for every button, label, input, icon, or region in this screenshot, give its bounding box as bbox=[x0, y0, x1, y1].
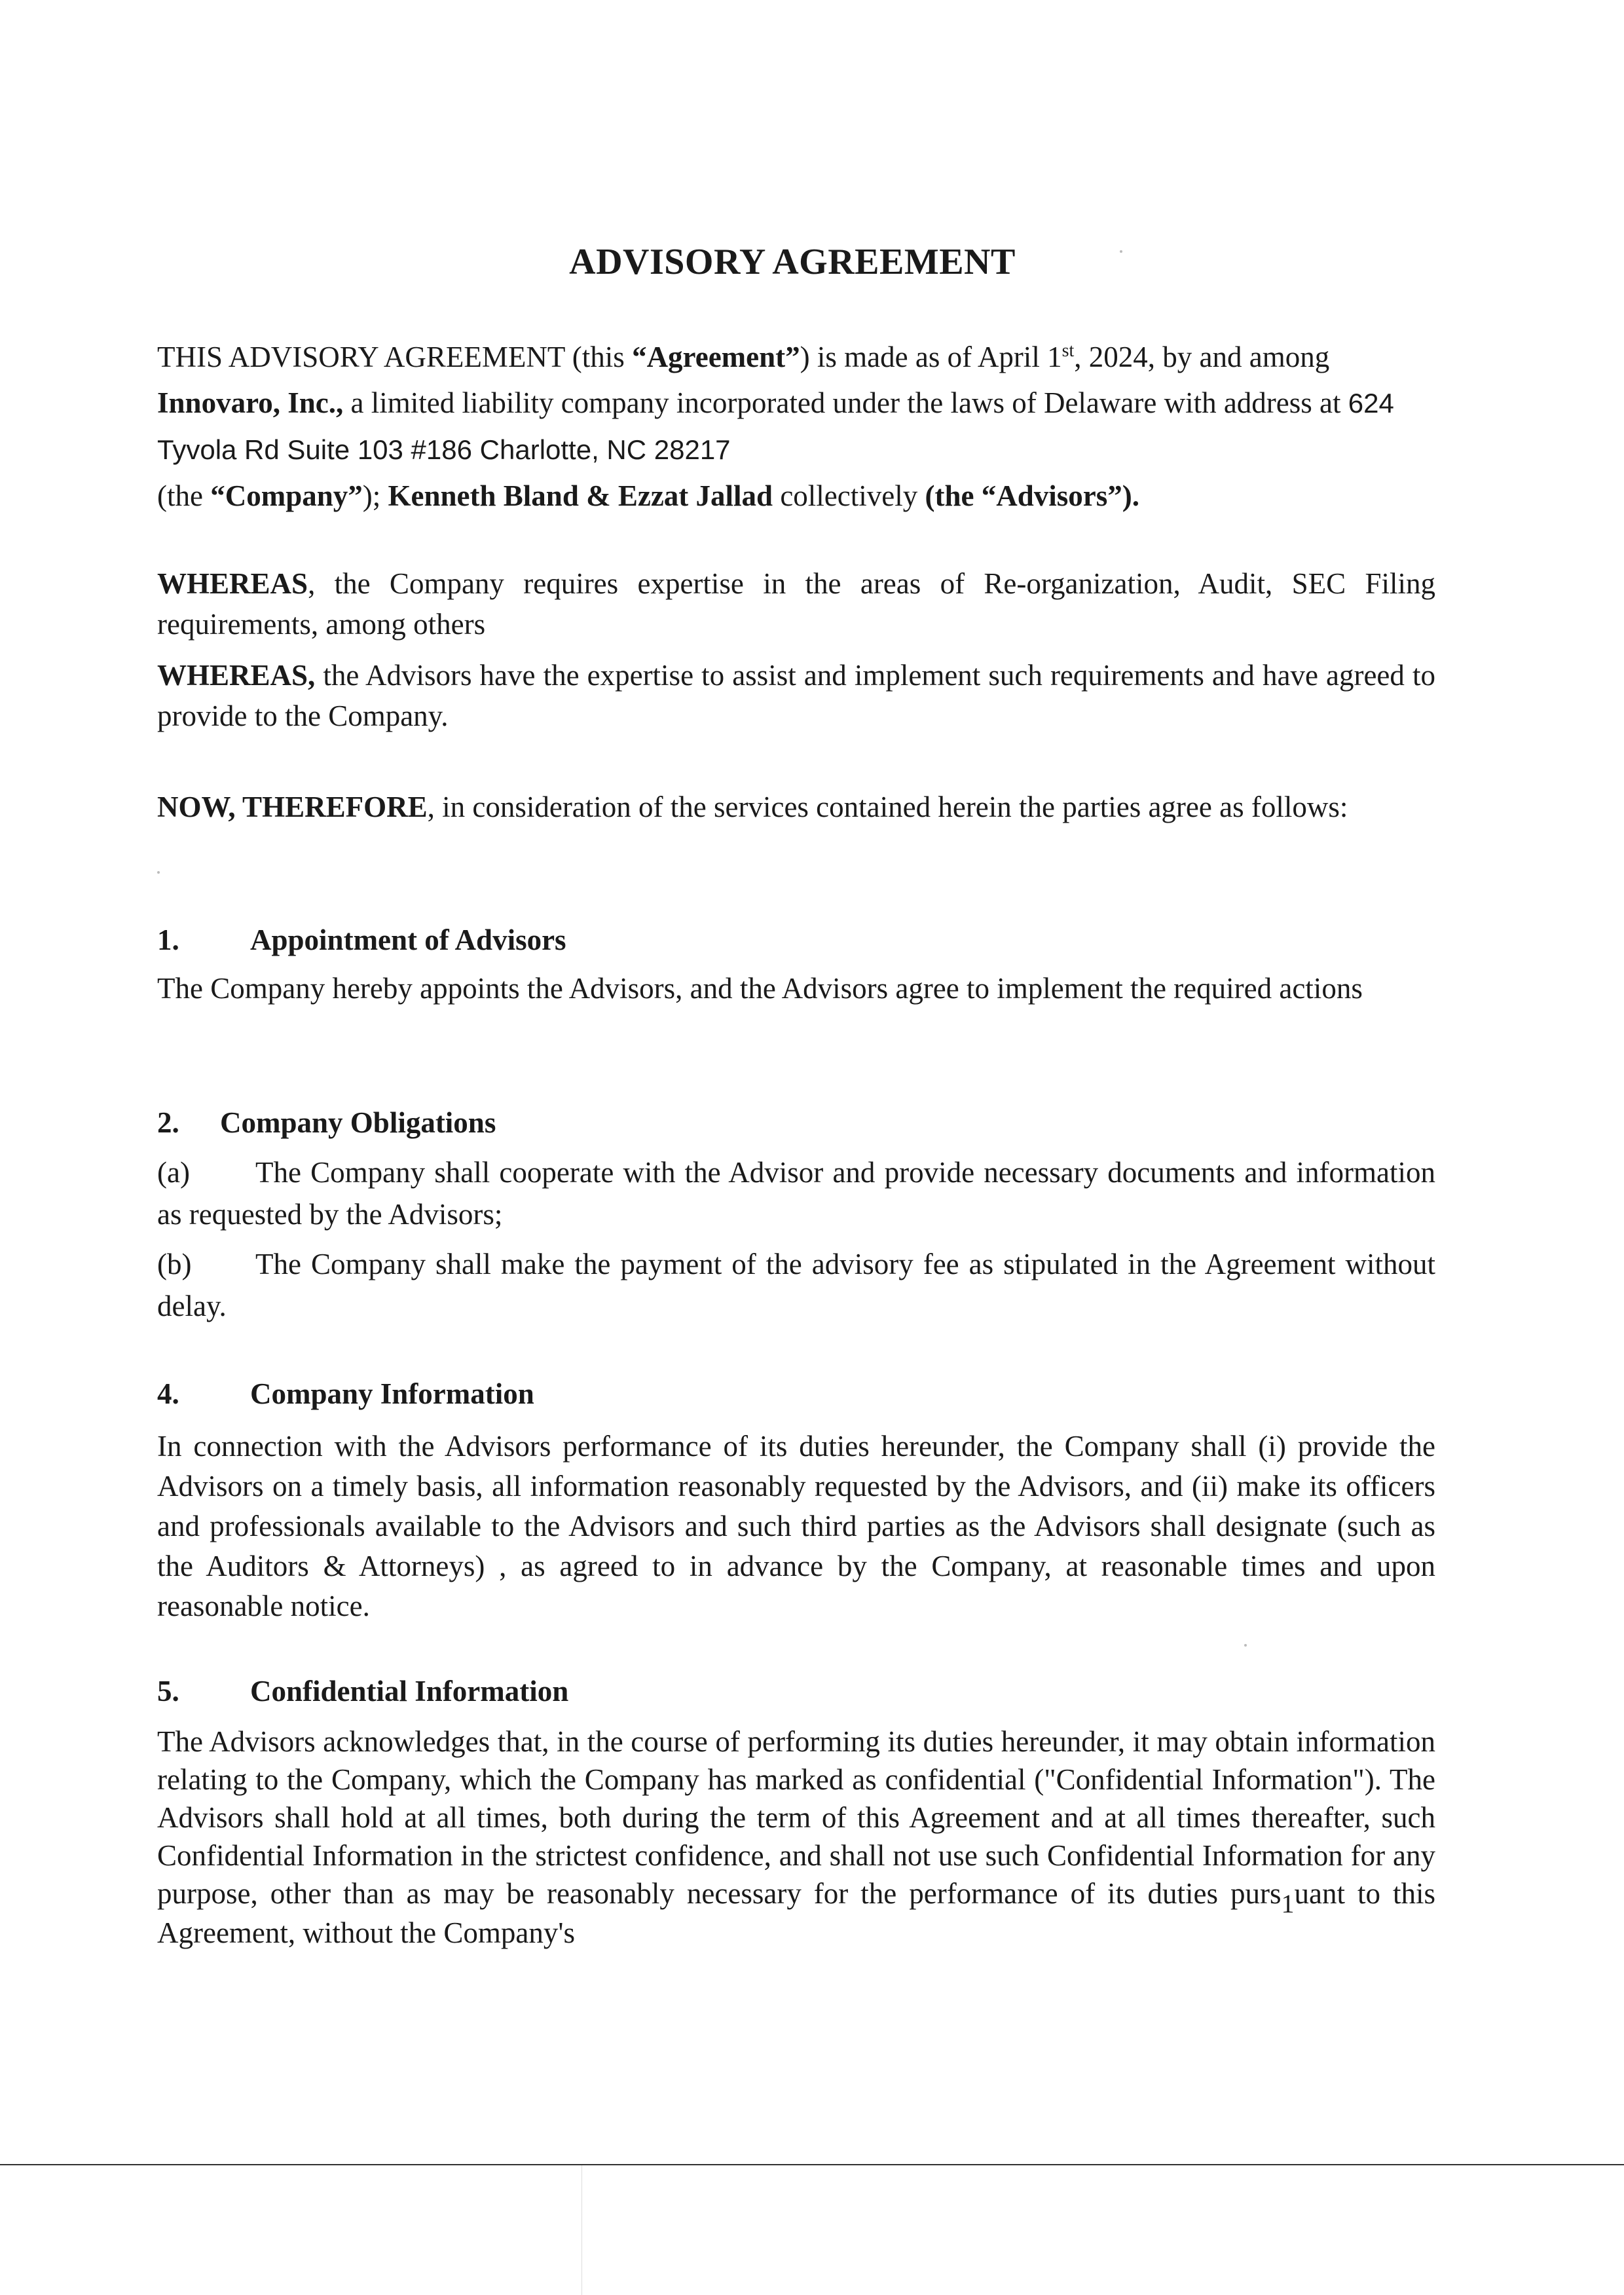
company-name: Innovaro, Inc., bbox=[157, 386, 344, 419]
page-number: 1 bbox=[1281, 1889, 1295, 1918]
section-4-heading: 4. Company Information bbox=[157, 1377, 534, 1410]
intro-definitions: (the “Company”); Kenneth Bland & Ezzat Jallad collectively (the “Advisors”). bbox=[157, 479, 1139, 512]
scan-speck bbox=[1120, 250, 1122, 253]
document-title: ADVISORY AGREEMENT bbox=[569, 242, 1016, 282]
scan-speck bbox=[1244, 1644, 1247, 1647]
section-5-body: The Advisors acknowledges that, in the course of performing its duties hereunder, it may obtain information relating to the Company, which the Company has marked as confidential ("Confidential Information"). The Advisors shall hold at all times, both during the term of this Agreement and at all times thereafter, such Confidential Information in the strictest confidence, and shall not use such Confidential Information for any purpose, other than as may be reasonably necessary for the performance of its duties purs1uant to this Agreement, without the Company's bbox=[157, 1725, 1436, 1949]
section-2-heading: 2. Company Obligations bbox=[157, 1106, 496, 1139]
scan-edge-mark bbox=[581, 2165, 582, 2295]
section-1-body: The Company hereby appoints the Advisors, and the Advisors agree to implement the required actions bbox=[157, 972, 1363, 1005]
scan-edge-line bbox=[0, 2164, 1624, 2165]
section-2-item-a: (a) The Company shall cooperate with the Advisor and provide necessary documents and information as requested by the Advisors; bbox=[157, 1156, 1435, 1231]
intro-parties: THIS ADVISORY AGREEMENT (this “Agreement”) is made as of April 1st, 2024, by and among Innovaro, Inc., a limited liability company incorporated under the laws of Delaware with address at 624 Tyvola Rd Suite 103 #186 Charlotte, NC 28217 bbox=[157, 341, 1394, 465]
section-2-item-b: (b) The Company shall make the payment of the advisory fee as stipulated in the Agreement without delay. bbox=[157, 1248, 1435, 1322]
whereas-clause-1: WHEREAS, the Company requires expertise in the areas of Re-organization, Audit, SEC Filing requirements, among others bbox=[157, 567, 1435, 641]
company-address: 624 Tyvola Rd Suite 103 #186 Charlotte, NC 28217 bbox=[157, 388, 1394, 465]
section-4-body: In connection with the Advisors performance of its duties hereunder, the Company shall (i) provide the Advisors on a timely basis, all information reasonably requested by the Advisors, and (ii) make its officers and professionals available to the Advisors and such third parties as the Advisors shall designate (such as the Auditors & Attorneys) , as agreed to in advance by the Company, at reasonable times and upon reasonable notice. bbox=[157, 1430, 1435, 1622]
intro-paragraph bbox=[157, 334, 1435, 519]
section-1-heading: 1. Appointment of Advisors bbox=[157, 924, 566, 956]
section-5-heading: 5. Confidential Information bbox=[157, 1675, 569, 1707]
scan-speck bbox=[157, 871, 160, 874]
now-therefore-clause: NOW, THEREFORE, in consideration of the services contained herein the parties agree as follows: bbox=[157, 791, 1348, 823]
advisor-names: Kenneth Bland & Ezzat Jallad bbox=[388, 479, 773, 512]
whereas-clause-2: WHEREAS, the Advisors have the expertise to assist and implement such requirements and have agreed to provide to the Company. bbox=[157, 659, 1435, 732]
